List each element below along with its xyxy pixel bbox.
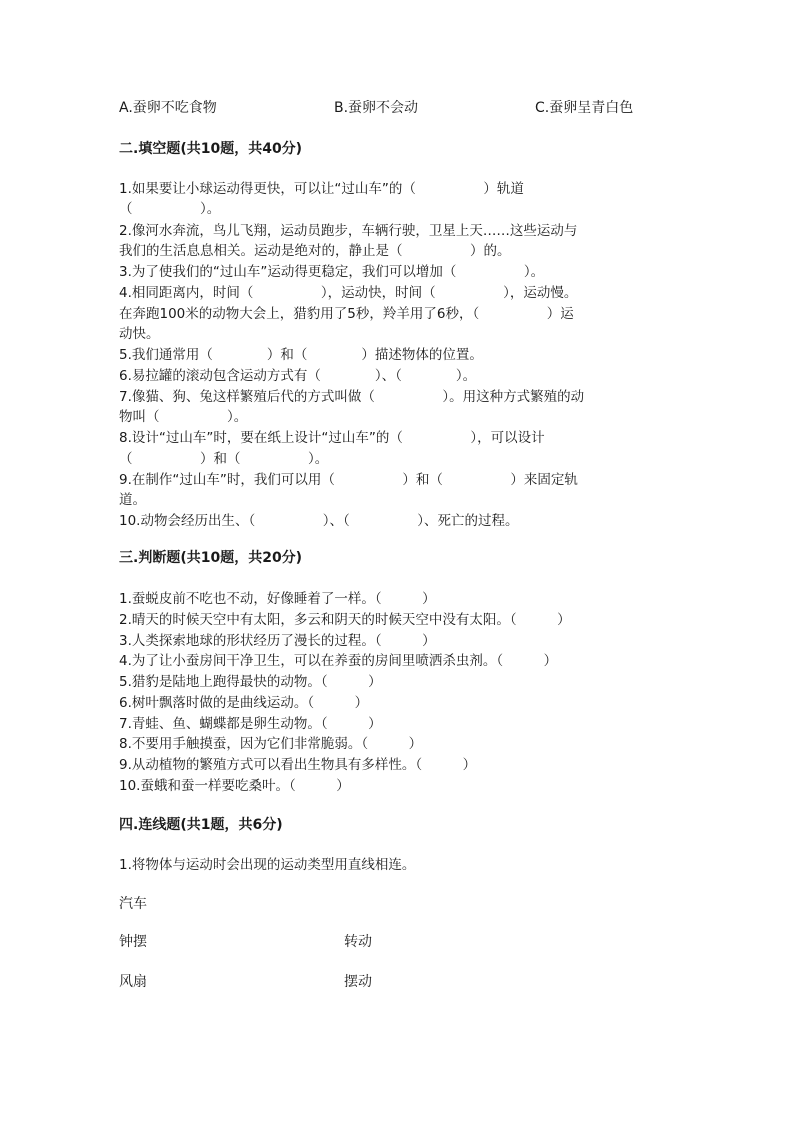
fill-blank-line: 物叫（ ）。 bbox=[119, 409, 248, 425]
fill-blank-line: （ ）。 bbox=[119, 201, 221, 217]
true-false-line: 7.青蛙、鱼、蝴蝶都是卵生动物。（ ） bbox=[119, 716, 382, 732]
matching-question: 1.将物体与运动时会出现的运动类型用直线相连。 bbox=[119, 857, 416, 873]
fill-blank-line: 1.如果要让小球运动得更快，可以让“过山车”的（ ）轨道 bbox=[119, 181, 524, 197]
true-false-line: 6.树叶飘落时做的是曲线运动。（ ） bbox=[119, 695, 369, 711]
option-a: A.蚕卵不吃食物 bbox=[119, 100, 217, 116]
option-b: B.蚕卵不会动 bbox=[334, 100, 419, 116]
matching-right-item: 摆动 bbox=[344, 974, 372, 990]
matching-left-item: 汽车 bbox=[119, 896, 147, 912]
section-heading-true-false: 三.判断题(共10题，共20分) bbox=[119, 550, 303, 566]
fill-blank-line: 7.像猫、狗、兔这样繁殖后代的方式叫做（ ）。用这种方式繁殖的动 bbox=[119, 389, 585, 405]
matching-right-item: 转动 bbox=[344, 934, 372, 950]
matching-left-item: 风扇 bbox=[119, 974, 147, 990]
fill-blank-line: 8.设计“过山车”时，要在纸上设计“过山车”的（ ），可以设计 bbox=[119, 430, 545, 446]
fill-blank-line: 在奔跑100米的动物大会上，猎豹用了5秒，羚羊用了6秒，（ ）运 bbox=[119, 306, 574, 322]
true-false-line: 8.不要用手触摸蚕，因为它们非常脆弱。（ ） bbox=[119, 736, 423, 752]
fill-blank-line: 5.我们通常用（ ）和（ ）描述物体的位置。 bbox=[119, 347, 483, 363]
fill-blank-line: （ ）和（ ）。 bbox=[119, 451, 329, 467]
fill-blank-line: 4.相同距离内，时间（ ），运动快，时间（ ），运动慢。 bbox=[119, 285, 578, 301]
fill-blank-line: 动快。 bbox=[119, 326, 160, 342]
section-heading-fill-blank: 二.填空题(共10题，共40分) bbox=[119, 141, 303, 157]
fill-blank-line: 9.在制作“过山车”时，我们可以用（ ）和（ ）来固定轨 bbox=[119, 472, 578, 488]
fill-blank-line: 3.为了使我们的“过山车”运动得更稳定，我们可以增加（ ）。 bbox=[119, 264, 545, 280]
true-false-line: 2.晴天的时候天空中有太阳，多云和阴天的时候天空中没有太阳。（ ） bbox=[119, 612, 571, 628]
option-c: C.蚕卵呈青白色 bbox=[535, 100, 634, 116]
fill-blank-line: 6.易拉罐的滚动包含运动方式有（ ）、（ ）。 bbox=[119, 368, 477, 384]
section-heading-matching: 四.连线题(共1题，共6分) bbox=[119, 817, 283, 833]
true-false-line: 10.蚕蛾和蚕一样要吃桑叶。（ ） bbox=[119, 778, 350, 794]
true-false-line: 4.为了让小蚕房间干净卫生，可以在养蚕的房间里喷洒杀虫剂。（ ） bbox=[119, 653, 558, 669]
fill-blank-line: 2.像河水奔流，鸟儿飞翔，运动员跑步，车辆行驶，卫星上天……这些运动与 bbox=[119, 223, 578, 239]
true-false-line: 9.从动植物的繁殖方式可以看出生物具有多样性。（ ） bbox=[119, 757, 477, 773]
true-false-line: 5.猎豹是陆地上跑得最快的动物。（ ） bbox=[119, 674, 382, 690]
fill-blank-line: 10.动物会经历出生、（ ）、（ ）、死亡的过程。 bbox=[119, 513, 519, 529]
fill-blank-line: 道。 bbox=[119, 492, 146, 508]
matching-left-item: 钟摆 bbox=[119, 934, 147, 950]
true-false-line: 3.人类探索地球的形状经历了漫长的过程。（ ） bbox=[119, 633, 436, 649]
fill-blank-line: 我们的生活息息相关。运动是绝对的，静止是（ ）的。 bbox=[119, 243, 511, 259]
true-false-line: 1.蚕蜕皮前不吃也不动，好像睡着了一样。（ ） bbox=[119, 591, 436, 607]
